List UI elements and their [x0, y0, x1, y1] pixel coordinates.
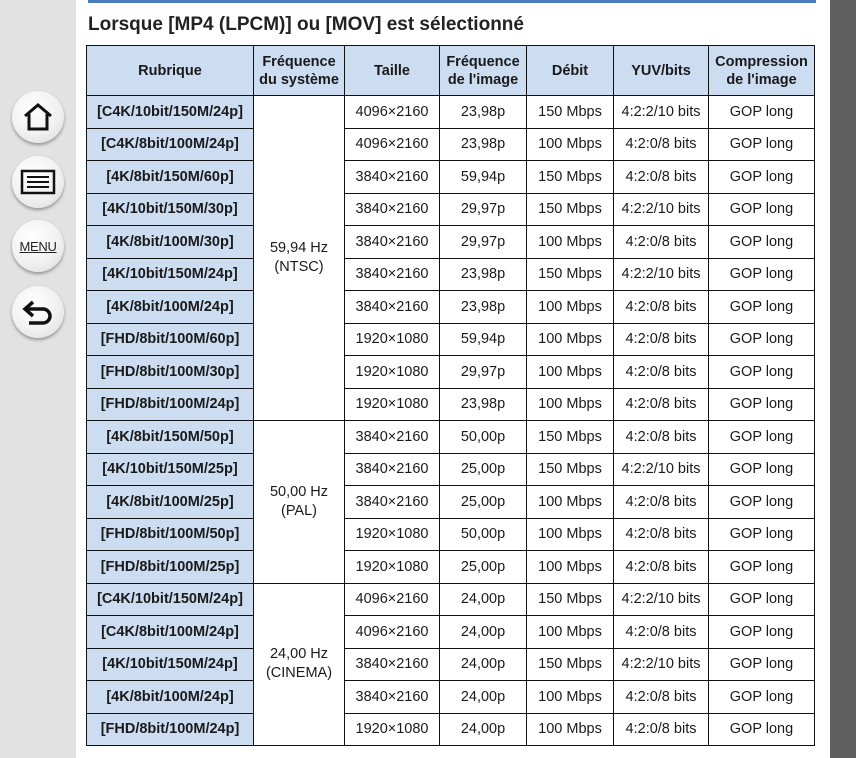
- table-header-row: [87, 46, 815, 96]
- yuv-bits-cell: 4:2:0/8 bits: [614, 518, 709, 551]
- rubrique-cell: [4K/8bit/150M/60p]: [87, 161, 254, 194]
- system-frequency-value: 24,00 Hz: [269, 646, 329, 663]
- taille-cell: 1920×1080: [345, 323, 440, 356]
- table-of-contents-button[interactable]: [12, 156, 64, 208]
- compression-cell: GOP long: [709, 291, 815, 324]
- header-frequence-systeme: Fréquence du système: [254, 46, 345, 96]
- frequence-image-cell: 50,00p: [440, 518, 527, 551]
- debit-cell: 100 Mbps: [527, 128, 614, 161]
- debit-cell: 150 Mbps: [527, 161, 614, 194]
- header-taille: Taille: [345, 46, 440, 96]
- debit-cell: 100 Mbps: [527, 226, 614, 259]
- header-rubrique: Rubrique: [87, 46, 254, 96]
- taille-cell: 4096×2160: [345, 96, 440, 129]
- compression-cell: GOP long: [709, 583, 815, 616]
- back-arrow-icon: [21, 297, 55, 327]
- rubrique-cell: [C4K/8bit/100M/24p]: [87, 128, 254, 161]
- rubrique-cell: [4K/8bit/100M/25p]: [87, 486, 254, 519]
- rubrique-cell: [4K/8bit/100M/24p]: [87, 681, 254, 714]
- compression-cell: GOP long: [709, 648, 815, 681]
- compression-cell: GOP long: [709, 453, 815, 486]
- table-row: [87, 258, 815, 291]
- taille-cell: 3840×2160: [345, 486, 440, 519]
- rubrique-cell: [FHD/8bit/100M/24p]: [87, 713, 254, 746]
- table-row: [87, 518, 815, 551]
- frequence-image-cell: 59,94p: [440, 323, 527, 356]
- scrollbar-strip[interactable]: [830, 0, 856, 758]
- rubrique-cell: [FHD/8bit/100M/60p]: [87, 323, 254, 356]
- yuv-bits-cell: 4:2:2/10 bits: [614, 96, 709, 129]
- debit-cell: 100 Mbps: [527, 551, 614, 584]
- table-row: [87, 551, 815, 584]
- debit-cell: 100 Mbps: [527, 388, 614, 421]
- frequence-image-cell: 25,00p: [440, 453, 527, 486]
- section-heading: Lorsque [MP4 (LPCM)] ou [MOV] est sélectionné: [88, 14, 524, 35]
- taille-cell: 3840×2160: [345, 421, 440, 454]
- compression-cell: GOP long: [709, 713, 815, 746]
- taille-cell: 4096×2160: [345, 616, 440, 649]
- yuv-bits-cell: 4:2:0/8 bits: [614, 291, 709, 324]
- rubrique-cell: [FHD/8bit/100M/25p]: [87, 551, 254, 584]
- frequence-image-cell: 29,97p: [440, 193, 527, 226]
- header-compression: Compression de l'image: [709, 46, 815, 96]
- header-frequence-image: Fréquence de l'image: [440, 46, 527, 96]
- table-row: [87, 193, 815, 226]
- specs-table: [86, 45, 815, 746]
- table-body: [87, 96, 815, 746]
- yuv-bits-cell: 4:2:0/8 bits: [614, 323, 709, 356]
- yuv-bits-cell: 4:2:2/10 bits: [614, 258, 709, 291]
- table-row: [87, 356, 815, 389]
- frequence-image-cell: 25,00p: [440, 486, 527, 519]
- frequence-image-cell: 23,98p: [440, 388, 527, 421]
- system-frequency-value: 50,00 Hz: [269, 483, 329, 500]
- debit-cell: 150 Mbps: [527, 258, 614, 291]
- yuv-bits-cell: 4:2:0/8 bits: [614, 161, 709, 194]
- frequence-image-cell: 24,00p: [440, 648, 527, 681]
- taille-cell: 1920×1080: [345, 356, 440, 389]
- compression-cell: GOP long: [709, 128, 815, 161]
- top-divider: [88, 0, 816, 3]
- rubrique-cell: [FHD/8bit/100M/50p]: [87, 518, 254, 551]
- rubrique-cell: [4K/10bit/150M/25p]: [87, 453, 254, 486]
- taille-cell: 1920×1080: [345, 518, 440, 551]
- compression-cell: GOP long: [709, 551, 815, 584]
- rubrique-cell: [FHD/8bit/100M/30p]: [87, 356, 254, 389]
- taille-cell: 3840×2160: [345, 453, 440, 486]
- yuv-bits-cell: 4:2:0/8 bits: [614, 551, 709, 584]
- debit-cell: 100 Mbps: [527, 291, 614, 324]
- rubrique-cell: [C4K/10bit/150M/24p]: [87, 96, 254, 129]
- system-frequency-standard: (CINEMA): [265, 665, 333, 682]
- table-row: [87, 226, 815, 259]
- table-row: [87, 291, 815, 324]
- table-row: [87, 453, 815, 486]
- compression-cell: GOP long: [709, 518, 815, 551]
- yuv-bits-cell: 4:2:2/10 bits: [614, 193, 709, 226]
- compression-cell: GOP long: [709, 421, 815, 454]
- frequence-image-cell: 59,94p: [440, 161, 527, 194]
- taille-cell: 3840×2160: [345, 291, 440, 324]
- rubrique-cell: [C4K/10bit/150M/24p]: [87, 583, 254, 616]
- debit-cell: 150 Mbps: [527, 96, 614, 129]
- debit-cell: 150 Mbps: [527, 193, 614, 226]
- header-yuv-bits: YUV/bits: [614, 46, 709, 96]
- taille-cell: 3840×2160: [345, 258, 440, 291]
- system-frequency-cell: [254, 421, 345, 584]
- rubrique-cell: [4K/10bit/150M/24p]: [87, 648, 254, 681]
- compression-cell: GOP long: [709, 356, 815, 389]
- compression-cell: GOP long: [709, 161, 815, 194]
- table-row: [87, 421, 815, 454]
- frequence-image-cell: 24,00p: [440, 713, 527, 746]
- frequence-image-cell: 24,00p: [440, 583, 527, 616]
- frequence-image-cell: 23,98p: [440, 128, 527, 161]
- frequence-image-cell: 29,97p: [440, 226, 527, 259]
- debit-cell: 150 Mbps: [527, 583, 614, 616]
- table-row: [87, 681, 815, 714]
- compression-cell: GOP long: [709, 616, 815, 649]
- debit-cell: 100 Mbps: [527, 616, 614, 649]
- yuv-bits-cell: 4:2:0/8 bits: [614, 388, 709, 421]
- rubrique-cell: [C4K/8bit/100M/24p]: [87, 616, 254, 649]
- yuv-bits-cell: 4:2:0/8 bits: [614, 226, 709, 259]
- table-row: [87, 323, 815, 356]
- frequence-image-cell: 23,98p: [440, 258, 527, 291]
- frequence-image-cell: 23,98p: [440, 96, 527, 129]
- rubrique-cell: [4K/10bit/150M/30p]: [87, 193, 254, 226]
- taille-cell: 1920×1080: [345, 388, 440, 421]
- yuv-bits-cell: 4:2:0/8 bits: [614, 421, 709, 454]
- yuv-bits-cell: 4:2:0/8 bits: [614, 616, 709, 649]
- list-icon: [20, 169, 56, 195]
- yuv-bits-cell: 4:2:0/8 bits: [614, 681, 709, 714]
- system-frequency-cell: [254, 96, 345, 421]
- yuv-bits-cell: 4:2:2/10 bits: [614, 453, 709, 486]
- yuv-bits-cell: 4:2:0/8 bits: [614, 486, 709, 519]
- table-row: [87, 96, 815, 129]
- table-row: [87, 388, 815, 421]
- compression-cell: GOP long: [709, 323, 815, 356]
- debit-cell: 150 Mbps: [527, 453, 614, 486]
- taille-cell: 1920×1080: [345, 551, 440, 584]
- frequence-image-cell: 25,00p: [440, 551, 527, 584]
- system-frequency-standard: (NTSC): [274, 259, 324, 275]
- header-debit: Débit: [527, 46, 614, 96]
- debit-cell: 100 Mbps: [527, 518, 614, 551]
- yuv-bits-cell: 4:2:0/8 bits: [614, 356, 709, 389]
- debit-cell: 100 Mbps: [527, 356, 614, 389]
- yuv-bits-cell: 4:2:2/10 bits: [614, 648, 709, 681]
- yuv-bits-cell: 4:2:0/8 bits: [614, 128, 709, 161]
- back-button[interactable]: [12, 286, 64, 338]
- compression-cell: GOP long: [709, 226, 815, 259]
- frequence-image-cell: 24,00p: [440, 616, 527, 649]
- compression-cell: GOP long: [709, 486, 815, 519]
- taille-cell: 3840×2160: [345, 161, 440, 194]
- yuv-bits-cell: 4:2:2/10 bits: [614, 583, 709, 616]
- frequence-image-cell: 23,98p: [440, 291, 527, 324]
- debit-cell: 100 Mbps: [527, 486, 614, 519]
- taille-cell: 3840×2160: [345, 681, 440, 714]
- compression-cell: GOP long: [709, 388, 815, 421]
- system-frequency-cell: [254, 583, 345, 746]
- frequence-image-cell: 29,97p: [440, 356, 527, 389]
- compression-cell: GOP long: [709, 681, 815, 714]
- compression-cell: GOP long: [709, 258, 815, 291]
- debit-cell: 150 Mbps: [527, 648, 614, 681]
- frequence-image-cell: 24,00p: [440, 681, 527, 714]
- compression-cell: GOP long: [709, 96, 815, 129]
- debit-cell: 100 Mbps: [527, 323, 614, 356]
- taille-cell: 3840×2160: [345, 648, 440, 681]
- home-button[interactable]: [12, 91, 64, 143]
- table-row: [87, 161, 815, 194]
- taille-cell: 3840×2160: [345, 193, 440, 226]
- system-frequency-standard: (PAL): [281, 502, 317, 519]
- table-row: [87, 616, 815, 649]
- rubrique-cell: [4K/8bit/100M/24p]: [87, 291, 254, 324]
- table-row: [87, 583, 815, 616]
- taille-cell: 4096×2160: [345, 128, 440, 161]
- rubrique-cell: [4K/10bit/150M/24p]: [87, 258, 254, 291]
- taille-cell: 4096×2160: [345, 583, 440, 616]
- menu-label: MENU: [19, 238, 57, 254]
- table-row: [87, 486, 815, 519]
- debit-cell: 100 Mbps: [527, 681, 614, 714]
- frequence-image-cell: 50,00p: [440, 421, 527, 454]
- debit-cell: 100 Mbps: [527, 713, 614, 746]
- yuv-bits-cell: 4:2:0/8 bits: [614, 713, 709, 746]
- system-frequency-value: 59,94 Hz: [269, 240, 329, 256]
- table-row: [87, 713, 815, 746]
- taille-cell: 1920×1080: [345, 713, 440, 746]
- rubrique-cell: [4K/8bit/100M/30p]: [87, 226, 254, 259]
- table-row: [87, 648, 815, 681]
- compression-cell: GOP long: [709, 193, 815, 226]
- home-icon: [21, 101, 55, 133]
- rubrique-cell: [FHD/8bit/100M/24p]: [87, 388, 254, 421]
- rubrique-cell: [4K/8bit/150M/50p]: [87, 421, 254, 454]
- menu-button[interactable]: [12, 220, 64, 272]
- table-row: [87, 128, 815, 161]
- taille-cell: 3840×2160: [345, 226, 440, 259]
- debit-cell: 150 Mbps: [527, 421, 614, 454]
